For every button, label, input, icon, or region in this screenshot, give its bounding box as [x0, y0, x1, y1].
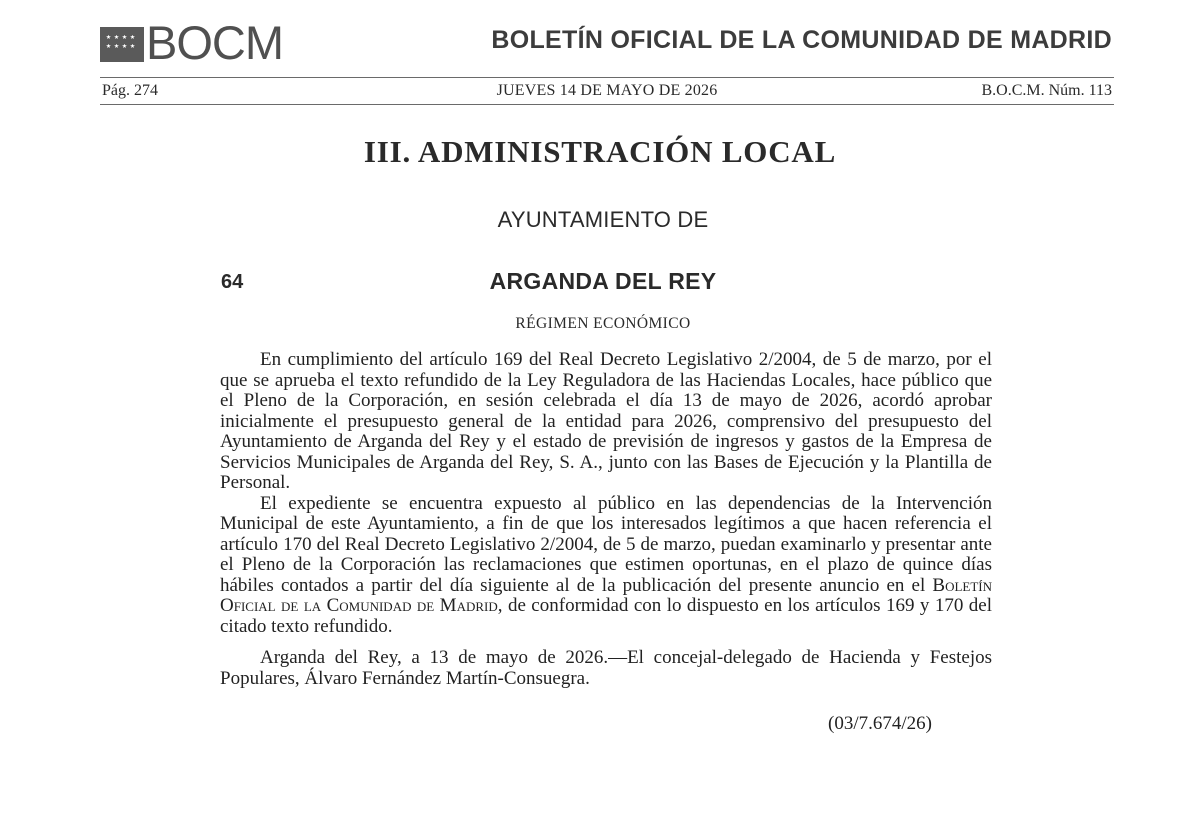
madrid-flag-icon	[100, 27, 144, 62]
entry-number: 64	[221, 271, 244, 293]
announcement-reference: (03/7.674/26)	[828, 713, 932, 734]
bocm-logo	[100, 16, 283, 68]
paragraph-2-end: , de conformidad con lo dispuesto en los artículos 169 y 170 del citado texto refundido.	[220, 595, 993, 637]
logo-text: BOCM	[146, 15, 283, 69]
masthead	[100, 14, 1114, 70]
section-title: III. ADMINISTRACIÓN LOCAL	[363, 134, 837, 169]
page-number: Pág. 274	[102, 82, 158, 99]
issue-number: B.O.C.M. Núm. 113	[981, 82, 1112, 99]
entity-name: ARGANDA DEL REY	[489, 268, 717, 294]
publication-name: Boletín Oficial de la Comunidad de Madrid	[220, 574, 992, 616]
running-header	[100, 79, 1114, 103]
subject-heading: RÉGIMEN ECONÓMICO	[515, 315, 691, 332]
bulletin-title: BOLETÍN OFICIAL DE LA COMUNIDAD DE MADRID	[491, 26, 1112, 54]
issue-date: JUEVES 14 DE MAYO DE 2026	[496, 82, 718, 99]
announcement-body	[220, 350, 992, 689]
header-rule-top	[100, 77, 1114, 78]
signature: Arganda del Rey, a 13 de mayo de 2026.—El concejal-delegado de Hacienda y Festejos Populares, Álvaro Fernández Martín-Consuegra.	[220, 647, 992, 689]
paragraph-2-start: El expediente se encuentra expuesto al público en las dependencias de la Intervención Municipal de este Ayuntamiento, a fin de que los interesados legítimos a que hacen referencia el artículo 170 del Real Decreto Legislativo 2/2004, de 5 de marzo, puedan examinarlo y presentar ante el Pleno de la Corporación las reclamaciones que estimen oportunas, en el plazo de quince días hábiles contados a partir del día siguiente al de la publicación del presente anuncio en el	[220, 492, 992, 596]
entity-prefix: AYUNTAMIENTO DE	[497, 207, 709, 232]
paragraph-2	[220, 494, 992, 638]
header-rule-bottom	[100, 104, 1114, 105]
paragraph-1: En cumplimiento del artículo 169 del Real Decreto Legislativo 2/2004, de 5 de marzo, por el que se aprueba el texto refundido de la Ley Reguladora de las Haciendas Locales, hace público que el Pleno de la Corporación, en sesión celebrada el día 13 de mayo de 2026, acordó aprobar inicialmente el presupuesto general de la entidad para 2026, comprensivo del presupuesto del Ayuntamiento de Arganda del Rey y el estado de previsión de ingresos y gastos de la Empresa de Servicios Municipales de Arganda del Rey, S. A., junto con las Bases de Ejecución y la Plantilla de Personal.	[220, 349, 992, 493]
